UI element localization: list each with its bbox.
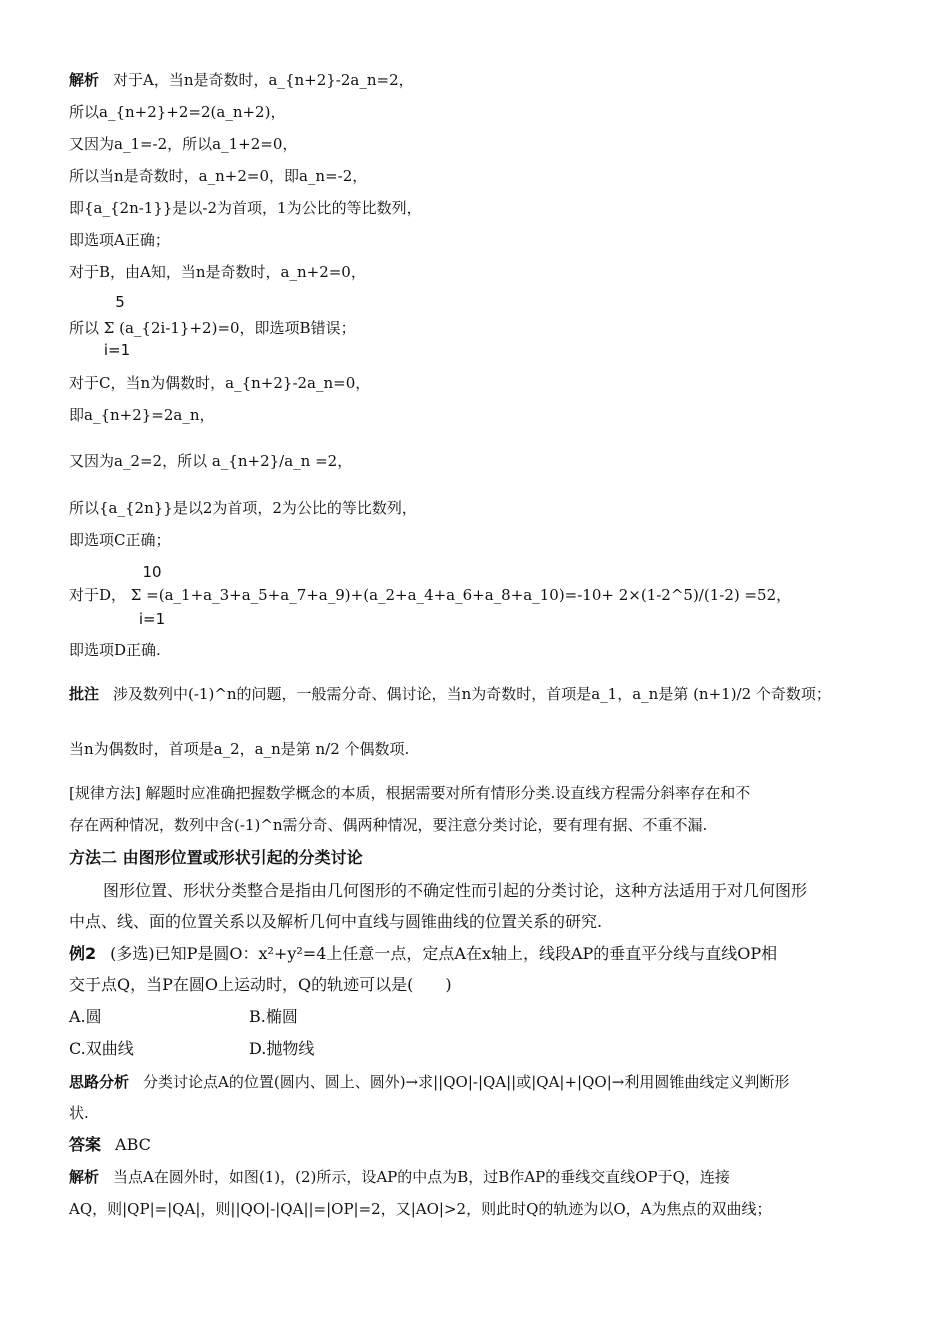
option-c: C.双曲线 [69, 1039, 134, 1058]
example-line-2: 交于点Q，当P在圆O上运动时，Q的轨迹可以是( ) [69, 975, 452, 994]
solution-line-5: 即{a_{2n-1}}是以-2为首项，1为公比的等比数列， [69, 199, 422, 217]
solution2-label: 解析 [69, 1168, 100, 1186]
solution-line-9: 对于C，当n为偶数时，a_{n+2}-2a_n=0， [69, 374, 371, 392]
solution-line-10: 即a_{n+2}=2a_n， [69, 406, 215, 424]
solution-line-8: 所以 Σ (a_{2i-1}+2)=0，即选项B错误； [69, 319, 356, 337]
solution-line-7: 对于B，由A知，当n是奇数时，a_n+2=0， [69, 263, 366, 281]
sum-lower-limit-d: i=1 [138, 610, 166, 628]
method-two-title: 方法二 由图形位置或形状引起的分类讨论 [69, 848, 363, 867]
answer-value: ABC [115, 1135, 151, 1154]
solution2-line-2: AQ，则|QP|=|QA|，则||QO|-|QA||=|OP|=2，又|AO|>2，则此时Q的轨迹为以O，A为焦点的双曲线； [69, 1200, 772, 1218]
rule-method-line-2: 存在两种情况，数列中含(-1)^n需分奇、偶两种情况，要注意分类讨论，要有理有据、不重不漏. [69, 816, 708, 834]
solution-line-4: 所以当n是奇数时，a_n+2=0，即a_n=-2， [69, 167, 368, 185]
solution-line-6: 即选项A正确； [69, 231, 170, 249]
solution-line-15: 即选项D正确. [69, 641, 161, 659]
approach-text: 分类讨论点A的位置(圆内、圆上、圆外)→求||QO|-|QA||或|QA|+|QO|→利用圆锥曲线定义判断形 [143, 1073, 790, 1091]
solution-line-11: 又因为a_2=2，所以 a_{n+2}/a_n =2， [69, 452, 353, 470]
annotation-line-1 [69, 684, 831, 704]
solution-line-12: 所以{a_{2n}}是以2为首项，2为公比的等比数列， [69, 499, 417, 517]
method-two-para-line-1: 图形位置、形状分类整合是指由几何图形的不确定性而引起的分类讨论，这种方法适用于对几何图形 [103, 881, 808, 900]
approach-line-2: 状. [69, 1104, 89, 1122]
sum-upper-limit-d: 10 [142, 563, 162, 581]
solution-line-3: 又因为a_1=-2，所以a_1+2=0， [69, 135, 298, 153]
sum-upper-limit-b: 5 [115, 293, 125, 311]
solution-line-13: 即选项C正确； [69, 531, 171, 549]
approach-label: 思路分析 [69, 1073, 130, 1091]
method-two-para-line-2: 中点、线、面的位置关系以及解析几何中直线与圆锥曲线的位置关系的研究. [69, 912, 603, 931]
annotation-line-2: 当n为偶数时，首项是a_2，a_n是第 n/2 个偶数项. [69, 740, 410, 758]
example-line-1 [69, 944, 777, 964]
solution2-text: 当点A在圆外时，如图(1)，(2)所示，设AP的中点为B，过B作AP的垂线交直线OP于Q，连接 [113, 1168, 730, 1186]
solution2-line-1 [69, 1167, 730, 1187]
solution-line-14: 对于D， Σ =(a_1+a_3+a_5+a_7+a_9)+(a_2+a_4+a_6+a_8+a_10)=-10+ 2×(1-2^5)/(1-2) =52， [69, 586, 792, 604]
annotation-label: 批注 [69, 685, 100, 703]
option-b: B.椭圆 [249, 1007, 298, 1026]
solution-label: 解析 [69, 71, 100, 89]
solution-line-2: 所以a_{n+2}+2=2(a_n+2)， [69, 103, 286, 121]
answer-label: 答案 [69, 1135, 102, 1154]
approach-line-1 [69, 1072, 789, 1092]
rule-method-line-1: [规律方法] 解题时应准确把握数学概念的本质，根据需要对所有情形分类.设直线方程需分斜率存在和不 [69, 784, 751, 802]
solution-line-1 [69, 70, 414, 90]
solution-text: 对于A，当n是奇数时，a_{n+2}-2a_n=2， [113, 71, 414, 89]
option-d: D.抛物线 [249, 1039, 315, 1058]
example-label: 例2 [69, 944, 97, 963]
option-a: A.圆 [69, 1007, 102, 1026]
annotation-text: 涉及数列中(-1)^n的问题，一般需分奇、偶讨论，当n为奇数时，首项是a_1，a_n是第 (n+1)/2 个奇数项； [113, 685, 831, 703]
sum-lower-limit-b: i=1 [103, 341, 131, 359]
answer-line [69, 1135, 151, 1155]
example-text: (多选)已知P是圆O：x²+y²=4上任意一点，定点A在x轴上，线段AP的垂直平分线与直线OP相 [110, 944, 778, 963]
